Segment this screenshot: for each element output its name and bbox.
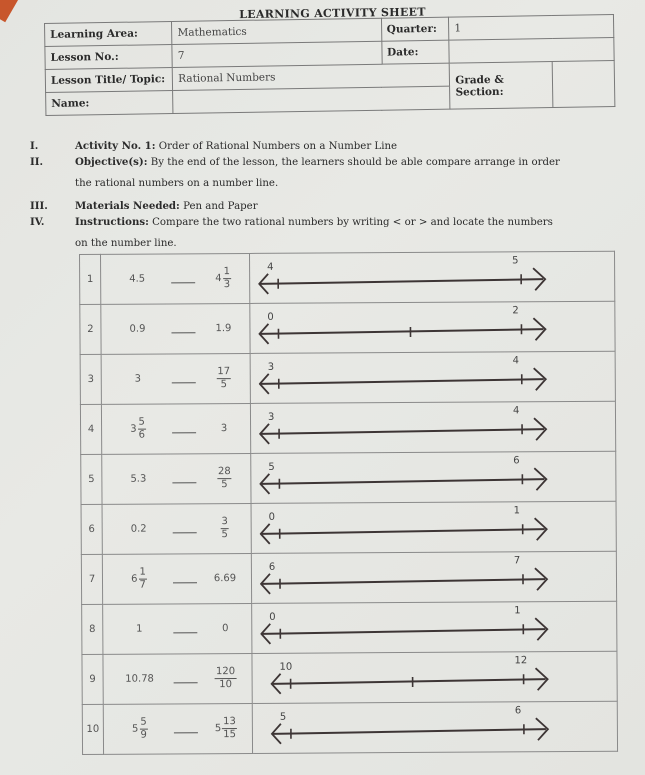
- numerator: 3: [220, 517, 228, 529]
- left-endpoint-label: 3: [267, 411, 275, 423]
- comparison-answer-blank[interactable]: [172, 432, 196, 433]
- value: 6.69: [213, 573, 237, 585]
- table-row: [81, 451, 616, 504]
- left-endpoint-label: 5: [268, 461, 275, 473]
- name-label: Name:: [46, 90, 174, 115]
- section-activity: [30, 140, 397, 152]
- right-endpoint-label: 4: [512, 355, 520, 367]
- denominator: 7: [139, 579, 146, 591]
- left-endpoint-label: 4: [267, 261, 274, 273]
- comparison-answer-blank[interactable]: [172, 482, 196, 483]
- number-line-cell[interactable]: [252, 601, 617, 653]
- right-endpoint-label: 4: [512, 405, 520, 417]
- comparison-cell: [102, 503, 251, 554]
- section-label: Instructions:: [75, 216, 149, 228]
- right-endpoint-label: 6: [514, 705, 522, 717]
- table-row: [80, 351, 615, 404]
- number-line-cell[interactable]: [251, 501, 616, 553]
- sheet-title: LEARNING ACTIVITY SHEET: [239, 5, 426, 22]
- whole: 5: [131, 723, 139, 735]
- denominator: 10: [219, 679, 233, 691]
- denominator: 3: [223, 279, 231, 291]
- table-row: [80, 401, 615, 454]
- item-number: 3: [80, 354, 101, 404]
- lesson-title-label: Lesson Title/ Topic:: [45, 67, 173, 92]
- whole: 5: [214, 723, 222, 735]
- section-text: By the end of the lesson, the learners should be able compare arrange in order: [147, 157, 560, 168]
- comparison-cell: [103, 653, 252, 704]
- number-line[interactable]: [250, 302, 614, 353]
- mixed-number: [215, 717, 237, 740]
- fraction: [216, 367, 231, 390]
- number-line-cell[interactable]: [250, 351, 615, 403]
- lesson-no-value[interactable]: 7: [172, 41, 382, 67]
- number-line-cell[interactable]: [252, 701, 617, 753]
- item-number: 8: [82, 604, 103, 654]
- whole: 3: [130, 423, 137, 435]
- first-number: [111, 323, 163, 334]
- right-endpoint-label: 1: [514, 605, 521, 617]
- numerator: 120: [215, 667, 236, 679]
- right-endpoint-label: 5: [512, 255, 519, 267]
- second-number: [206, 367, 242, 390]
- item-number: 7: [81, 554, 102, 604]
- table-row: [80, 301, 615, 354]
- number-line-cell[interactable]: [250, 401, 615, 453]
- value: 0.9: [129, 323, 146, 335]
- number-line[interactable]: [251, 452, 615, 503]
- denominator: 6: [138, 429, 146, 441]
- numerator: 5: [139, 718, 147, 730]
- value: 4.5: [129, 273, 146, 285]
- number-line-cell[interactable]: [251, 551, 616, 603]
- second-number: [208, 717, 244, 740]
- comparison-cell: [101, 253, 250, 304]
- item-number: 5: [81, 454, 102, 504]
- item-number: 1: [80, 254, 101, 304]
- first-number: [113, 523, 165, 534]
- item-number: 9: [82, 654, 103, 704]
- table-row: [82, 651, 617, 704]
- section-number: IV.: [30, 216, 45, 228]
- numerator: 13: [222, 717, 237, 729]
- section-label: Activity No. 1:: [75, 140, 156, 152]
- left-endpoint-label: 0: [269, 611, 276, 623]
- section-text: Compare the two rational numbers by writing < or > and locate the numbers: [148, 217, 553, 228]
- denominator: 5: [220, 379, 228, 391]
- right-endpoint-label: 2: [512, 305, 519, 317]
- fraction: [217, 467, 232, 490]
- fraction: [139, 718, 148, 741]
- second-number: [205, 323, 241, 334]
- comparison-answer-blank[interactable]: [173, 532, 197, 533]
- value: 0.2: [130, 523, 147, 535]
- lesson-title-value[interactable]: Rational Numbers: [173, 63, 450, 90]
- right-endpoint-label: 12: [514, 655, 528, 667]
- section-instructions-continued: on the number line.: [75, 238, 177, 249]
- second-number: [206, 423, 242, 434]
- item-number: 10: [82, 704, 103, 754]
- first-number: [112, 417, 164, 440]
- mixed-number: [131, 568, 147, 591]
- number-line[interactable]: [253, 702, 617, 753]
- value: 3: [134, 373, 141, 385]
- left-endpoint-label: 0: [268, 511, 276, 523]
- comparison-answer-blank[interactable]: [174, 682, 198, 683]
- second-number: [205, 267, 241, 290]
- mixed-number: [215, 267, 231, 290]
- right-endpoint-label: 7: [513, 555, 521, 567]
- section-materials: [30, 200, 258, 212]
- section-text: Pen and Paper: [179, 201, 258, 212]
- fraction: [215, 667, 236, 690]
- whole: 6: [131, 573, 138, 585]
- right-endpoint-label: 1: [513, 505, 520, 517]
- number-line[interactable]: [251, 402, 615, 453]
- value: 3: [220, 423, 228, 435]
- section-objectives-continued: the rational numbers on a number line.: [75, 178, 279, 189]
- table-row: [80, 251, 615, 304]
- grade-section-label: Grade & Section:: [450, 62, 554, 110]
- comparison-answer-blank[interactable]: [173, 582, 197, 583]
- learning-area-value[interactable]: Mathematics: [172, 18, 382, 44]
- denominator: 5: [221, 529, 228, 541]
- comparison-cell: [101, 403, 250, 454]
- fraction: [220, 517, 229, 540]
- number-line-cell[interactable]: [251, 451, 616, 503]
- grade-section-value[interactable]: [552, 61, 614, 108]
- comparison-cell: [102, 453, 251, 504]
- denominator: 5: [221, 479, 228, 491]
- value: 10.78: [125, 673, 154, 685]
- section-text: Order of Rational Numbers on a Number Line: [155, 141, 398, 152]
- first-number: [112, 473, 164, 484]
- comparison-answer-blank[interactable]: [171, 332, 195, 333]
- section-label: Objective(s):: [75, 156, 148, 168]
- numerator: 17: [216, 367, 231, 379]
- item-number: 4: [80, 404, 101, 454]
- denominator: 9: [140, 729, 147, 741]
- number-line-cell[interactable]: [250, 301, 615, 353]
- number-line-cell[interactable]: [252, 651, 617, 703]
- mixed-number: [130, 418, 146, 441]
- number-line[interactable]: [252, 652, 616, 703]
- first-number: [113, 567, 165, 590]
- number-line[interactable]: [252, 502, 616, 553]
- section-label: Materials Needed:: [75, 200, 180, 212]
- number-line-cell[interactable]: [249, 251, 614, 303]
- left-endpoint-label: 0: [267, 311, 274, 323]
- fraction: [138, 418, 147, 441]
- section-instructions: [30, 216, 553, 228]
- first-number: [113, 623, 165, 634]
- lesson-no-label: Lesson No.:: [45, 44, 173, 69]
- denominator: 15: [223, 729, 237, 741]
- numerator: 28: [217, 467, 232, 479]
- numerator: 5: [138, 418, 146, 430]
- second-number: [207, 517, 243, 540]
- section-objectives: [30, 156, 560, 168]
- comparison-cell: [103, 603, 252, 654]
- section-number: I.: [30, 140, 39, 152]
- right-endpoint-label: 6: [513, 455, 520, 467]
- quarter-value[interactable]: 1: [449, 15, 614, 41]
- comparison-cell: [102, 553, 251, 604]
- first-number: [111, 273, 163, 284]
- table-row: [81, 551, 616, 604]
- second-number: [206, 467, 242, 490]
- number-line[interactable]: [252, 552, 616, 603]
- learning-area-label: Learning Area:: [45, 21, 173, 46]
- numerator: 1: [223, 267, 231, 279]
- number-line[interactable]: [252, 602, 616, 653]
- mixed-number: [132, 718, 148, 741]
- table-row: [82, 701, 617, 754]
- date-label: Date:: [381, 40, 449, 64]
- first-number: [114, 673, 166, 684]
- section-number: III.: [30, 200, 48, 212]
- item-number: 6: [81, 504, 102, 554]
- number-line[interactable]: [250, 252, 614, 303]
- numerator: 1: [138, 568, 146, 580]
- number-line[interactable]: [251, 352, 615, 403]
- fraction: [223, 267, 232, 290]
- value: 0: [222, 623, 229, 635]
- first-number: [114, 717, 166, 740]
- section-number: II.: [30, 156, 44, 168]
- left-endpoint-label: 3: [267, 361, 275, 373]
- comparison-cell: [103, 703, 252, 754]
- activity-table: [79, 251, 618, 755]
- fraction: [222, 717, 237, 740]
- value: 5.3: [130, 473, 147, 485]
- header-info-table: [44, 14, 615, 116]
- value: 1: [136, 623, 143, 635]
- whole: 4: [215, 273, 222, 285]
- first-number: [112, 373, 164, 384]
- table-row: [81, 501, 616, 554]
- comparison-answer-blank[interactable]: [171, 282, 195, 283]
- name-value[interactable]: [173, 86, 450, 113]
- date-value[interactable]: [449, 38, 614, 64]
- second-number: [208, 667, 244, 690]
- item-number: 2: [80, 304, 101, 354]
- comparison-answer-blank[interactable]: [173, 632, 197, 633]
- value: 1.9: [215, 323, 232, 335]
- comparison-cell: [101, 353, 250, 404]
- left-endpoint-label: 5: [279, 711, 287, 723]
- comparison-answer-blank[interactable]: [172, 382, 196, 383]
- second-number: [207, 573, 243, 584]
- table-row: [82, 601, 617, 654]
- left-endpoint-label: 6: [268, 561, 276, 573]
- comparison-answer-blank[interactable]: [174, 732, 198, 733]
- fraction: [138, 568, 147, 591]
- comparison-cell: [101, 303, 250, 354]
- left-endpoint-label: 10: [279, 661, 293, 673]
- second-number: [207, 623, 243, 634]
- quarter-label: Quarter:: [381, 17, 449, 41]
